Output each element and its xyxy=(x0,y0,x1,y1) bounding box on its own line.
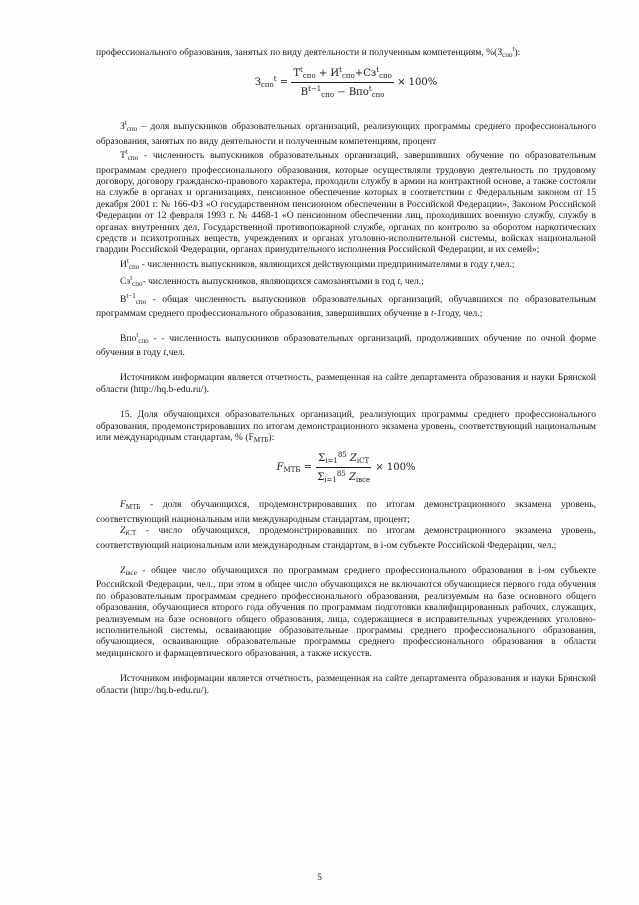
definition-vpo: Впо$^t_{спо}$ - - численность выпускников образовательных организаций, продолживших обучение по очной форме обучения в году t,чел. xyxy=(96,330,596,358)
source-note-2: Источником информации является отчетность, размещенная на сайте департамента образования и науки Брянской области (http://hq.b-edu.ru/). xyxy=(96,673,596,696)
page-number: 5 xyxy=(317,872,322,883)
definition-zall: $Z_{iвсе}$ - общее число обучающихся по программам среднего профессионального образования в i-ом субъекте Российской Федерации, чел., при этом в общее число обучающихся не включаются обучающиеся первого года обучения по образовательным программам среднего профессионального образования, реализуемым на базе основного общего образования, обучающиеся второго года обучения по программам подготовки квалифицированных рабочих, служащих, реализуемым на базе основного общего образования, лица, содержащиеся в исправительных учреждениях уголовно-исполнительной системы, осваивающие образовательные программы среднего профессионального образования, обучающиеся, осваивающие образовательные программы среднего профессионального образования в области медицинского и фармацевтического образования, а также искусств. xyxy=(96,564,596,659)
item-15-paragraph: 15. Доля обучающихся образовательных организаций, реализующих программы среднего профессионального образования, продемонстрировавших по итогам демонстрационного экзамена уровень, соответствующий национальным или международным стандартам, % $(F_{МТБ})$: xyxy=(96,409,596,444)
definition-i: $И^t_{спо}$ - численность выпускников, являющихся действующими предпринимателями в году t,чел.; xyxy=(120,256,515,271)
document-page xyxy=(96,44,596,696)
definition-zct: $Z_{iCT}$ - число обучающихся, продемонстрировавших по итогам демонстрационного экзамена уровень, соответствующий национальным или международным стандартам, в i-ом субъекте Российской Федерации, чел.; xyxy=(96,525,596,551)
formula-employment-share: $З_{спо}^t$ = $\frac{Т^t_{спо} + И^t_{спо}+Сз^t_{спо}}{В^{t-1}_{спо} - Впо^t_{спо}}$ × 100% xyxy=(254,66,438,100)
definition-f: $F_{МТБ}$ - доля обучающихся, продемонстрировавших по итогам демонстрационного экзамена уровень, соответствующий национальным или международным стандартам, процент; xyxy=(96,499,596,525)
intro-paragraph: профессионального образования, занятых по виду деятельности и полученным компетенциям, $\%(З_{спо}^t)$: xyxy=(96,45,521,59)
definition-b: $В^{t-1}_{спо}$ - общая численность выпускников образовательных организаций, обучавшихся по образовательным программам среднего профессионального образования, завершивших обучение в t-1году, чел.; xyxy=(96,291,596,320)
source-note-1: Источником информации является отчетность, размещенная на сайте департамента образования и науки Брянской области (http://hq.b-edu.ru/). xyxy=(96,372,596,395)
definition-z: $З^t_{спо}$ – доля выпускников образовательных организаций, реализующих программы среднего профессионального образования, занятых по виду деятельности и полученным компетенциям, процент xyxy=(96,119,596,147)
formula-demo-exam-share: $F_{МТБ}$ = $\frac{\Sigma_{i=1}^{85} Z_{iCT}}{\Sigma_{i=1}^{85} Z_{iвсе}}$ × 100% xyxy=(276,451,416,485)
definition-sz: $Сз^t_{спо}-$ численность выпускников, являющихся самозанятыми в год t, чел.; xyxy=(120,274,424,289)
definition-t: $Т^t_{спо}$ - численность выпускников образовательных организаций, завершивших обучение по образовательным программам среднего профессионального образования, которые осуществляли трудовую деятельность по трудовому договору, договору гражданско-правового характера, проходили службу в армии на контрактной основе, а также состояли на службе в органах и организациях, пенсионное обеспечение которых в соответствии с Федеральным законом от 15 декабря 2001 г. № 166-ФЗ «О государственном пенсионном обеспечении в Российской Федерации», Законом Российской Федерации от 12 февраля 1993 г. № 4468-1 «О пенсионном обеспечении лиц, проходивших военную службу, службу в органах внутренних дел, Государственной противопожарной службе, органах по контролю за оборотом наркотических средств и психотропных веществ, учреждениях и органах уголовно-исполнительной системы, войсках национальной гвардии Российской Федерации, органах принудительного исполнения Российской Федерации, и их семей»; xyxy=(96,148,596,256)
